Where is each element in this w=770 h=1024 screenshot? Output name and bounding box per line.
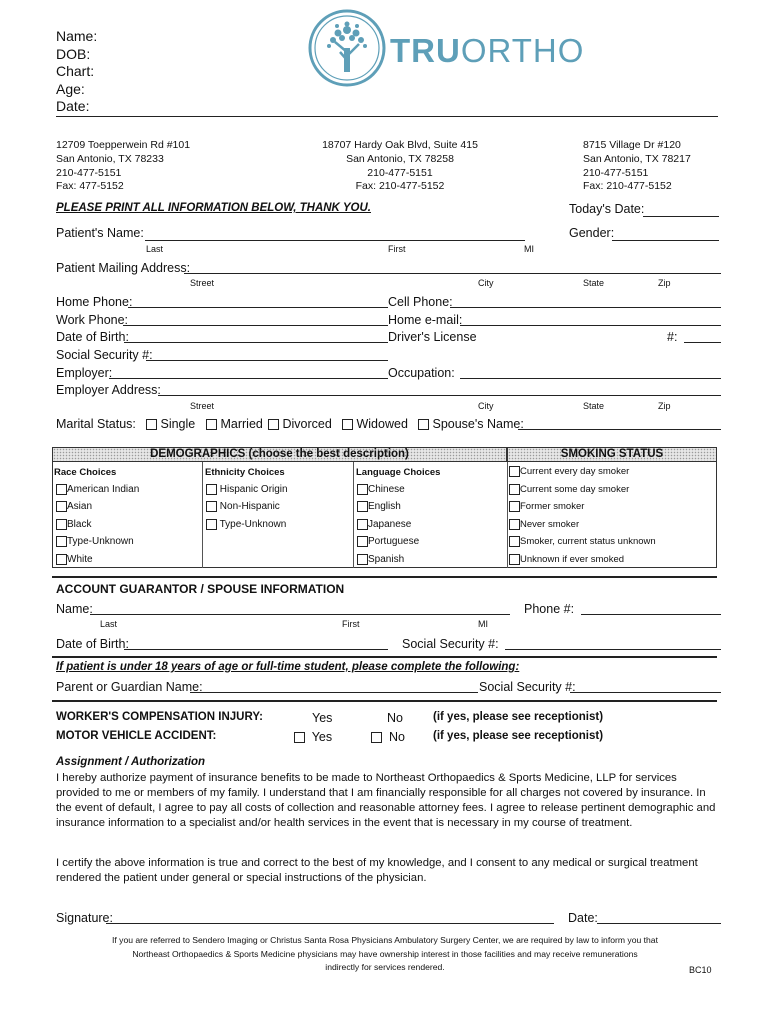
checkbox[interactable] xyxy=(418,419,429,430)
ssn-field[interactable] xyxy=(146,360,388,361)
office-village-dr: 8715 Village Dr #120 San Antonio, TX 78217 210-477-5151 Fax: 210-477-5152 xyxy=(583,139,691,193)
checkbox[interactable] xyxy=(509,554,520,565)
office-hardy-oak: 18707 Hardy Oak Blvd, Suite 415 San Antonio, TX 78258 210-477-5151 Fax: 210-477-5152 xyxy=(322,139,478,193)
motor-vehicle-yes[interactable]: Yes xyxy=(294,730,332,744)
demographics-header: DEMOGRAPHICS (choose the best description) xyxy=(52,447,507,462)
marital-divorced-option[interactable]: Divorced xyxy=(268,417,332,431)
label-dob: DOB: xyxy=(56,46,91,62)
section-divider xyxy=(52,656,717,658)
mi-caption: MI xyxy=(524,244,534,254)
parent-name-label: Parent or Guardian Name: xyxy=(56,680,203,694)
guarantor-ssn-label: Social Security #: xyxy=(402,637,499,651)
ethnicity-type-unknown[interactable]: Type-Unknown xyxy=(206,519,286,530)
language-chinese[interactable]: Chinese xyxy=(357,484,405,495)
employer-field[interactable] xyxy=(109,378,388,379)
emp-state-caption: State xyxy=(583,401,605,411)
smoking-status-unknown[interactable]: Smoker, current status unknown xyxy=(509,536,656,547)
occupation-label: Occupation: xyxy=(388,366,455,380)
workers-comp-note: (if yes, please see receptionist) xyxy=(433,711,604,723)
home-phone-label: Home Phone: xyxy=(56,295,133,309)
workers-comp-no[interactable]: No xyxy=(387,711,403,725)
drivers-license-label: Driver's License xyxy=(388,330,477,344)
marital-single-option[interactable]: Single xyxy=(146,417,195,431)
gender-label: Gender: xyxy=(569,226,615,240)
guarantor-phone-label: Phone #: xyxy=(524,602,575,616)
truortho-logo-text: TRUORTHO xyxy=(390,32,585,69)
authorization-paragraph: I hereby authorize payment of insurance benefits to be made to Northeast Orthopaedics & Sports Medicine, LLP for services provided to me or members of my family. I understand that I am financially responsible for all charges not covered by insurance. In the event of default, I agree to pay all costs of collection and reasonable attorney fees. I agree to release pertinent demographic and insurance information to a specialist and/or health services in the event that is necessary in my course of treatment. xyxy=(56,772,716,829)
parent-name-field[interactable] xyxy=(190,692,478,693)
emp-zip-caption: Zip xyxy=(658,401,671,411)
home-phone-field[interactable] xyxy=(128,307,388,308)
form-code: BC10 xyxy=(689,965,712,975)
first-caption: First xyxy=(388,244,406,254)
employer-address-label: Employer Address: xyxy=(56,383,161,397)
minor-note: If patient is under 18 years of age or full-time student, please complete the following: xyxy=(56,661,520,673)
language-spanish[interactable]: Spanish xyxy=(357,554,404,565)
race-choices-title: Race Choices xyxy=(54,467,117,478)
workers-comp-yes[interactable]: Yes xyxy=(312,711,333,725)
street-caption: Street xyxy=(190,278,215,288)
patient-name-label: Patient's Name: xyxy=(56,226,144,240)
ethnicity-choices-title: Ethnicity Choices xyxy=(205,467,285,478)
checkbox[interactable] xyxy=(56,519,67,530)
checkbox[interactable] xyxy=(206,484,217,495)
occupation-field[interactable] xyxy=(460,378,721,379)
emp-city-caption: City xyxy=(478,401,494,411)
label-name: Name: xyxy=(56,28,98,44)
cell-phone-label: Cell Phone: xyxy=(388,295,453,309)
checkbox[interactable] xyxy=(342,419,353,430)
col-divider xyxy=(353,462,354,568)
smoking-never[interactable]: Never smoker xyxy=(509,519,579,530)
section-divider xyxy=(52,576,717,578)
parent-ssn-label: Social Security #: xyxy=(479,680,576,694)
ethnicity-hispanic[interactable]: Hispanic Origin xyxy=(206,484,288,495)
signature-date-label: Date: xyxy=(568,911,598,925)
checkbox[interactable] xyxy=(509,501,520,512)
patient-name-field[interactable] xyxy=(145,240,525,241)
signature-date-field[interactable] xyxy=(597,923,721,924)
guarantor-name-label: Name: xyxy=(56,602,93,616)
marital-spouse-option[interactable]: Spouse's Name: xyxy=(418,417,524,431)
motor-vehicle-note: (if yes, please see receptionist) xyxy=(433,730,604,742)
mailing-address-label: Patient Mailing Address: xyxy=(56,261,191,275)
header-divider xyxy=(56,116,718,117)
motor-vehicle-no[interactable]: No xyxy=(371,730,405,744)
guarantor-first-caption: First xyxy=(342,619,360,629)
cell-phone-field[interactable] xyxy=(450,307,721,308)
last-caption: Last xyxy=(146,244,164,254)
guarantor-dob-label: Date of Birth: xyxy=(56,637,129,651)
office-toepperwein: 12709 Toepperwein Rd #101 San Antonio, TX 78233 210-477-5151 Fax: 477-5152 xyxy=(56,139,191,193)
guarantor-dob-field[interactable] xyxy=(124,649,388,650)
checkbox[interactable] xyxy=(206,519,217,530)
license-number-field[interactable] xyxy=(684,342,721,343)
mailing-address-field[interactable] xyxy=(184,273,721,274)
dob-field[interactable] xyxy=(124,342,388,343)
license-number-label: #: xyxy=(667,330,678,344)
checkbox[interactable] xyxy=(56,554,67,565)
certification-paragraph: I certify the above information is true and correct to the best of my knowledge, and I consent to any medical or surgical treatment rendered the patient under general or special instructions of the physician. xyxy=(56,857,698,884)
zip-caption: Zip xyxy=(658,278,671,288)
home-email-field[interactable] xyxy=(460,325,721,326)
signature-field[interactable] xyxy=(106,923,554,924)
checkbox[interactable] xyxy=(56,501,67,512)
employer-label: Employer: xyxy=(56,366,113,380)
guarantor-title: ACCOUNT GUARANTOR / SPOUSE INFORMATION xyxy=(56,582,345,596)
todays-date-field[interactable] xyxy=(643,216,719,217)
checkbox[interactable] xyxy=(357,536,368,547)
gender-field[interactable] xyxy=(612,240,719,241)
marital-status-label: Marital Status: xyxy=(56,417,136,431)
guarantor-phone-field[interactable] xyxy=(581,614,721,615)
checkbox[interactable] xyxy=(357,484,368,495)
checkbox[interactable] xyxy=(509,484,520,495)
checkbox[interactable] xyxy=(371,732,382,743)
ssn-label: Social Security #: xyxy=(56,348,153,362)
smoking-former[interactable]: Former smoker xyxy=(509,501,584,512)
race-white[interactable]: White xyxy=(56,554,93,565)
employer-address-field[interactable] xyxy=(158,395,721,396)
checkbox[interactable] xyxy=(357,554,368,565)
checkbox[interactable] xyxy=(206,501,217,512)
checkbox[interactable] xyxy=(56,484,67,495)
checkbox[interactable] xyxy=(294,732,305,743)
smoking-status-header: SMOKING STATUS xyxy=(507,447,717,462)
checkbox[interactable] xyxy=(206,419,217,430)
parent-ssn-field[interactable] xyxy=(570,692,721,693)
race-type-unknown[interactable]: Type-Unknown xyxy=(56,536,134,547)
work-phone-field[interactable] xyxy=(123,325,388,326)
guarantor-last-caption: Last xyxy=(100,619,118,629)
signature-label: Signature: xyxy=(56,911,113,925)
checkbox[interactable] xyxy=(509,536,520,547)
checkbox[interactable] xyxy=(56,536,67,547)
authorization-title: Assignment / Authorization xyxy=(56,756,206,768)
marital-widowed-option[interactable]: Widowed xyxy=(342,417,408,431)
city-caption: City xyxy=(478,278,494,288)
smoking-unknown-if-ever[interactable]: Unknown if ever smoked xyxy=(509,554,624,565)
todays-date-label: Today's Date: xyxy=(569,202,645,216)
marital-married-option[interactable]: Married xyxy=(206,417,263,431)
dob-label: Date of Birth: xyxy=(56,330,129,344)
truortho-logo-emblem xyxy=(307,8,387,88)
race-american-indian[interactable]: American Indian xyxy=(56,484,139,495)
emp-street-caption: Street xyxy=(190,401,215,411)
checkbox[interactable] xyxy=(357,501,368,512)
language-japanese[interactable]: Japanese xyxy=(357,519,411,530)
checkbox[interactable] xyxy=(357,519,368,530)
guarantor-name-field[interactable] xyxy=(90,614,510,615)
work-phone-label: Work Phone: xyxy=(56,313,129,327)
disclosure-footer: If you are referred to Sendero Imaging or Christus Santa Rosa Physicians Ambulatory Surgery Center, we are required by law to inform you that Northeast Orthopaedics & Sports Medicine physicians may have ownership interest in those facilities and may receive remunerations indirectly for services rendered. xyxy=(112,935,658,972)
checkbox[interactable] xyxy=(509,466,520,477)
state-caption: State xyxy=(583,278,605,288)
language-portuguese[interactable]: Portuguese xyxy=(357,536,419,547)
race-black[interactable]: Black xyxy=(56,519,91,530)
language-english[interactable]: English xyxy=(357,501,401,512)
race-asian[interactable]: Asian xyxy=(56,501,92,512)
print-instruction: PLEASE PRINT ALL INFORMATION BELOW, THANK YOU. xyxy=(56,202,371,214)
section-divider xyxy=(52,700,717,702)
label-age: Age: xyxy=(56,81,85,97)
checkbox[interactable] xyxy=(509,519,520,530)
language-choices-title: Language Choices xyxy=(356,467,441,478)
label-date: Date: xyxy=(56,98,90,114)
smoking-current-every-day[interactable]: Current every day smoker xyxy=(509,466,629,477)
guarantor-ssn-field[interactable] xyxy=(505,649,721,650)
spouse-name-field[interactable] xyxy=(518,429,721,430)
home-email-label: Home e-mail: xyxy=(388,313,463,327)
smoking-current-some-day[interactable]: Current some day smoker xyxy=(509,484,629,495)
guarantor-mi-caption: MI xyxy=(478,619,488,629)
label-chart: Chart: xyxy=(56,63,95,79)
workers-comp-label: WORKER'S COMPENSATION INJURY: xyxy=(56,711,263,723)
ethnicity-non-hispanic[interactable]: Non-Hispanic xyxy=(206,501,280,512)
col-divider xyxy=(507,462,508,568)
motor-vehicle-label: MOTOR VEHICLE ACCIDENT: xyxy=(56,730,217,742)
col-divider xyxy=(202,462,203,568)
checkbox[interactable] xyxy=(268,419,279,430)
checkbox[interactable] xyxy=(146,419,157,430)
